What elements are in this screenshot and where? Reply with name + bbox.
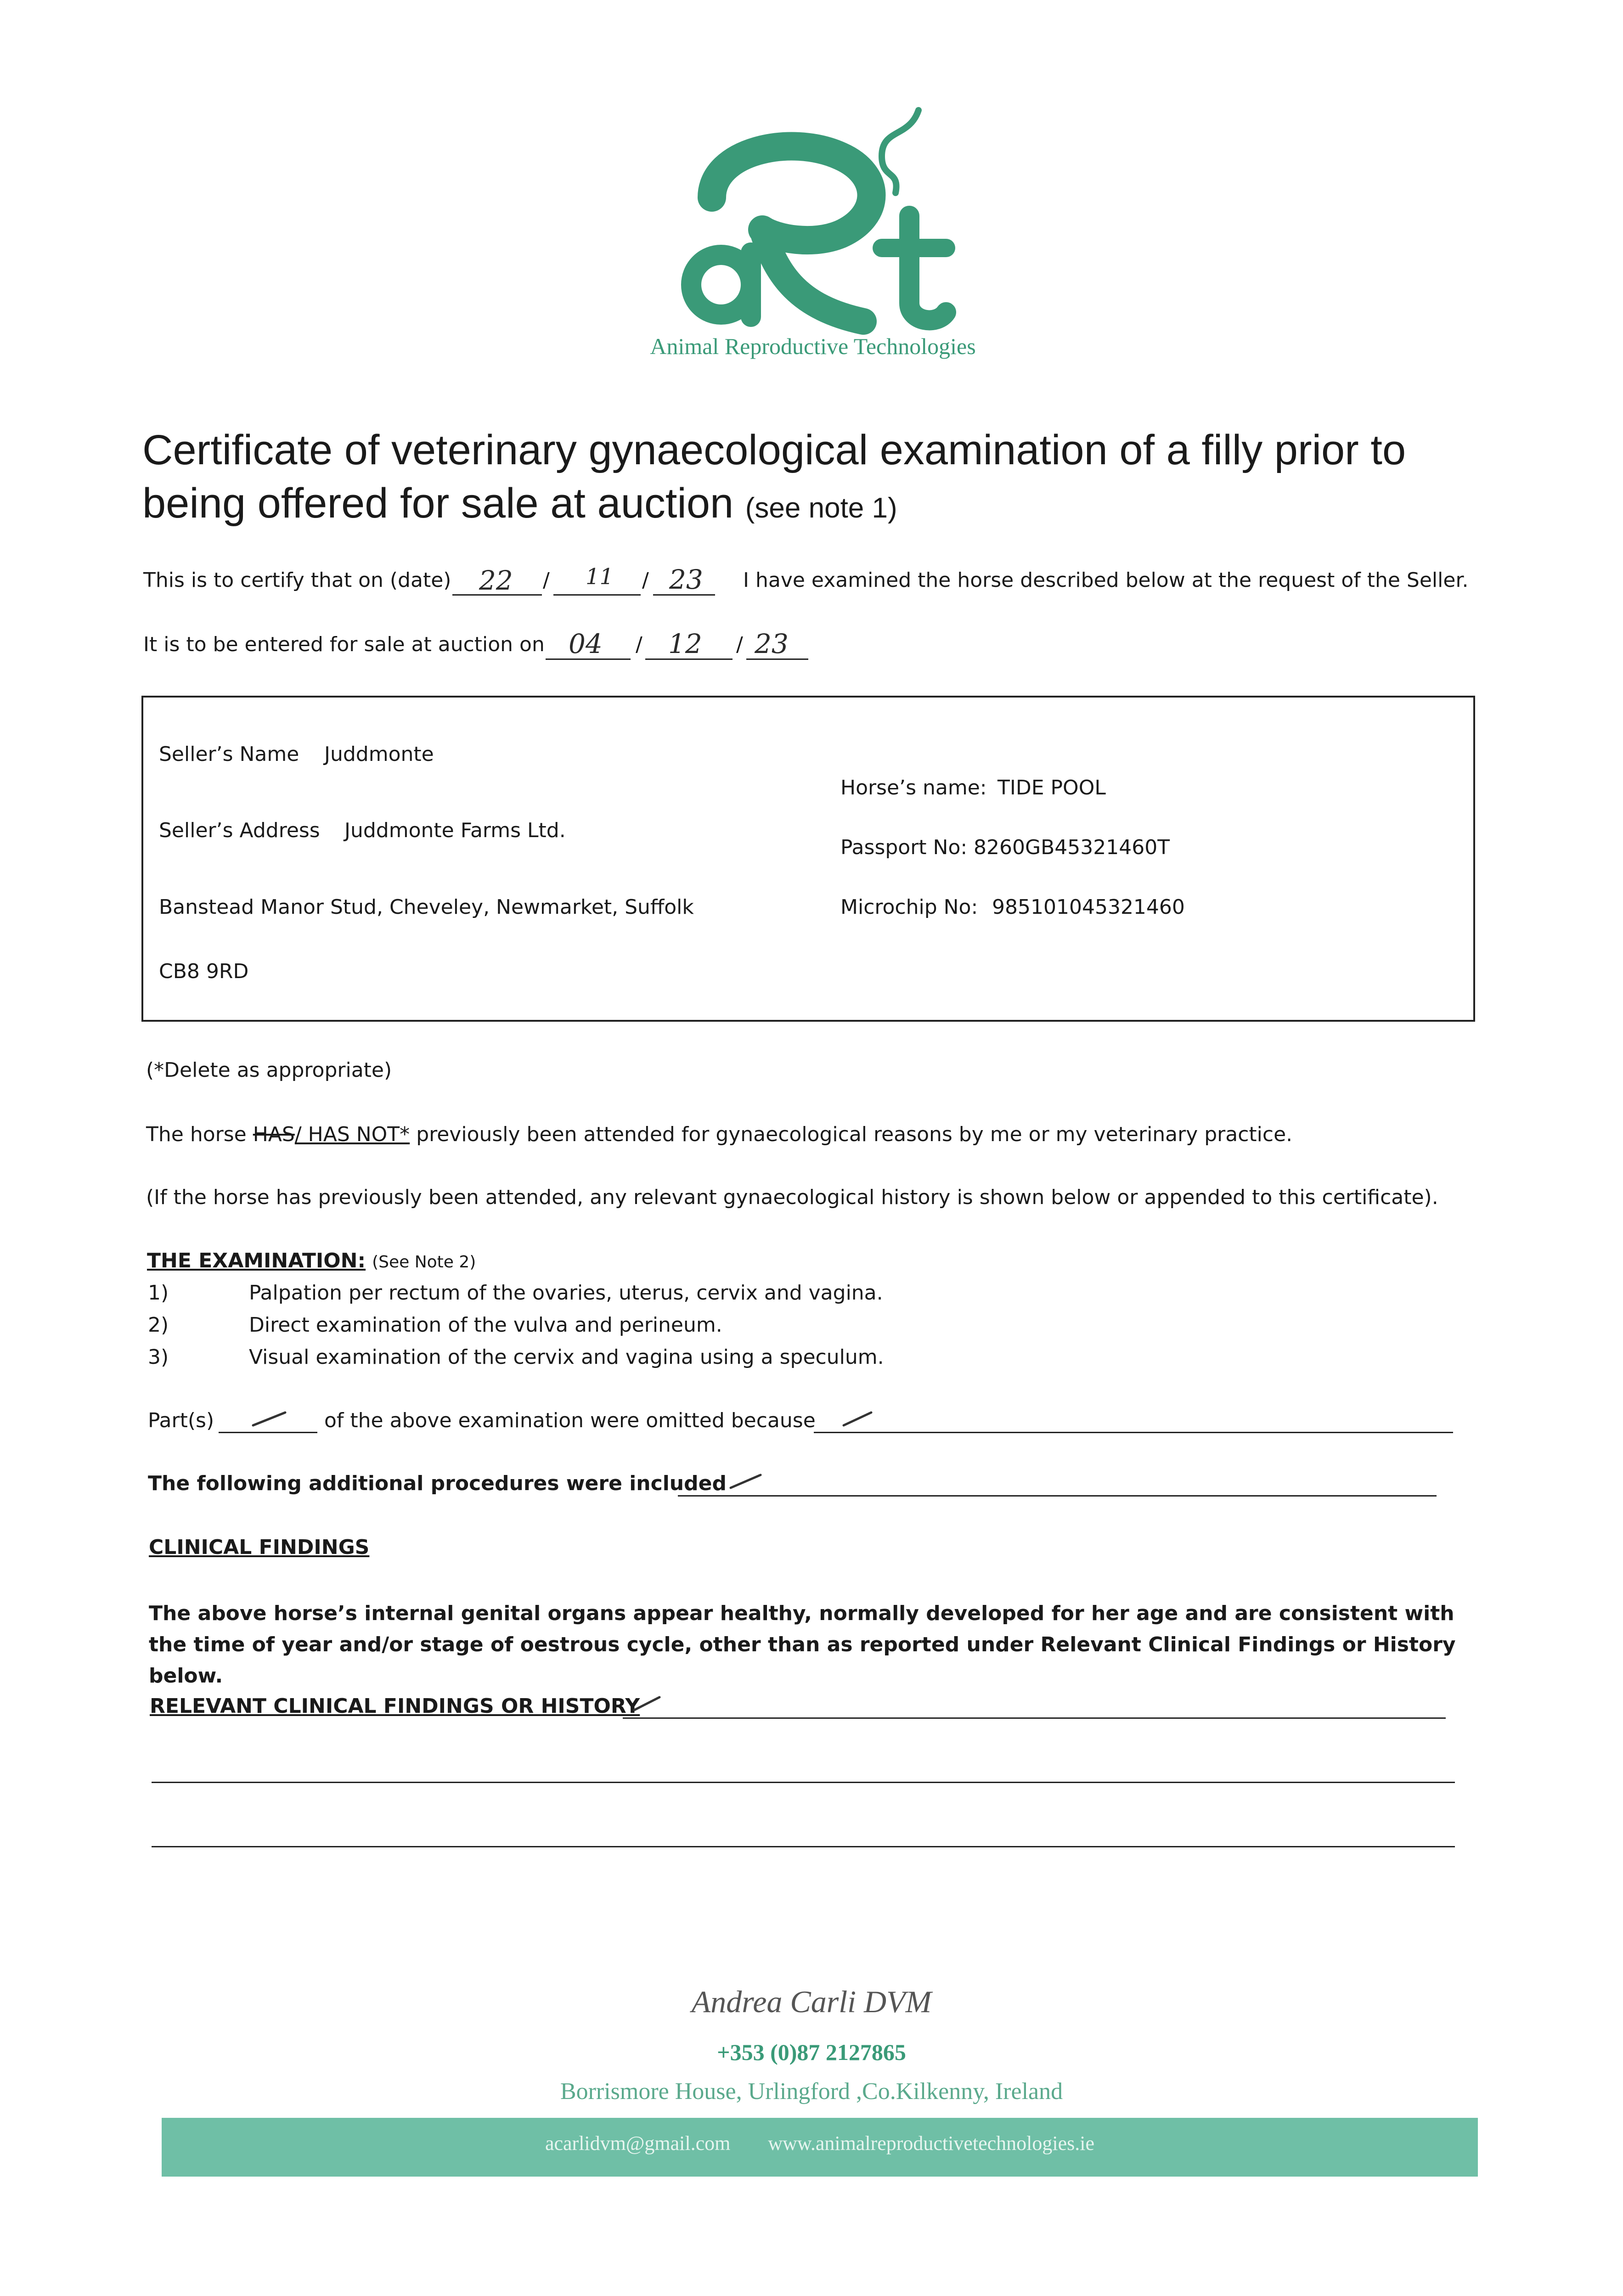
delete-note: (*Delete as appropriate): [146, 1058, 392, 1082]
certify-day-field: [452, 566, 542, 596]
auction-year-field: [746, 630, 808, 660]
history-note: (If the horse has previously been attended, any relevant gynaecological history is shown below or appended to this certificate).: [146, 1186, 1438, 1209]
logo-tagline: Animal Reproductive Technologies: [650, 333, 976, 359]
exam-item-2-text: Direct examination of the vulva and perineum.: [249, 1313, 722, 1337]
auction-sep-2: /: [736, 633, 743, 656]
auction-year: 23: [755, 628, 789, 659]
seller-address-line2: Banstead Manor Stud, Cheveley, Newmarket, Suffolk: [159, 895, 694, 919]
auction-day-field: [546, 630, 631, 660]
attended-prefix: The horse: [146, 1123, 247, 1146]
attended-line: [146, 1123, 1292, 1146]
horse-name-label: Horse’s name:: [840, 776, 987, 799]
auction-sep-1: /: [636, 633, 642, 656]
footer-email[interactable]: acarlidvm@gmail.com: [545, 2132, 731, 2155]
certify-month-field: [553, 566, 641, 596]
exam-item-3-text: Visual examination of the cervix and vagina using a speculum.: [249, 1345, 884, 1369]
dash-mark-icon: [841, 1410, 873, 1428]
microchip-label: Microchip No:: [840, 895, 978, 919]
certify-month: 11: [586, 564, 614, 590]
certify-prefix: This is to certify that on (date): [143, 568, 451, 592]
attended-has-struck: HAS: [253, 1123, 295, 1146]
passport-number: 8260GB45321460T: [974, 836, 1170, 859]
microchip-number: 985101045321460: [992, 895, 1185, 919]
clinical-findings-statement: The above horse’s internal genital organs appear healthy, normally developed for her age and are consistent with the time of year and/or stage of oestrous cycle, other than as reported under Relevant Clinical Findings or History below.: [149, 1602, 1456, 1688]
certify-suffix: I have examined the horse described below at the request of the Seller.: [743, 568, 1469, 592]
dash-mark-icon: [251, 1410, 287, 1428]
certify-year-field: [653, 566, 715, 596]
auction-month-field: [645, 630, 733, 660]
clinical-findings-heading: CLINICAL FINDINGS: [149, 1536, 370, 1559]
certify-sep-2: /: [642, 568, 649, 592]
attended-suffix: previously been attended for gynaecological reasons by me or my veterinary practice.: [416, 1123, 1293, 1146]
exam-item-1-text: Palpation per rectum of the ovaries, uterus, cervix and vagina.: [249, 1281, 883, 1305]
passport-label: Passport No:: [840, 836, 968, 859]
vet-phone: +353 (0)87 2127865: [717, 2039, 906, 2065]
auction-month: 12: [668, 628, 702, 659]
auction-prefix: It is to be entered for sale at auction on: [143, 633, 545, 656]
seller-name: Juddmonte: [324, 743, 434, 766]
omitted-middle: of the above examination were omitted because: [324, 1409, 816, 1432]
certify-year: 23: [669, 564, 703, 595]
footer-website[interactable]: www.animalreproductivetechnologies.ie: [768, 2132, 1095, 2155]
vet-name: Andrea Carli DVM: [691, 1984, 932, 2019]
relevant-findings-line-3: [152, 1846, 1455, 1847]
title-note: (see note 1): [745, 492, 897, 524]
dash-mark-icon: [728, 1472, 765, 1491]
additional-procedures-label: The following additional procedures were included: [148, 1472, 727, 1495]
exam-item-2-num: 2): [148, 1313, 169, 1337]
additional-procedures-field: [678, 1469, 1437, 1497]
examination-heading-note: (See Note 2): [372, 1253, 476, 1272]
relevant-findings-heading: RELEVANT CLINICAL FINDINGS OR HISTORY: [150, 1694, 640, 1718]
page-title: [142, 423, 1502, 535]
attended-has-not: / HAS NOT*: [294, 1123, 410, 1146]
certify-day: 22: [479, 565, 513, 596]
dash-mark-icon: [632, 1694, 664, 1713]
examination-heading-row: [147, 1249, 476, 1272]
auction-day: 04: [569, 628, 603, 659]
company-logo: [625, 101, 1001, 377]
relevant-findings-line-2: [152, 1782, 1455, 1783]
seller-address-line3: CB8 9RD: [159, 960, 249, 983]
exam-item-3-num: 3): [148, 1345, 169, 1369]
seller-address-line1: Juddmonte Farms Ltd.: [344, 819, 566, 842]
examination-heading: THE EXAMINATION:: [147, 1249, 366, 1272]
certify-sep-1: /: [543, 568, 550, 592]
seller-name-label: Seller’s Name: [159, 743, 299, 766]
exam-item-1-num: 1): [148, 1281, 169, 1305]
vet-address: Borrismore House, Urlingford ,Co.Kilkenny, Ireland: [560, 2078, 1063, 2105]
seller-address-label: Seller’s Address: [159, 819, 320, 842]
omitted-reason-field: [814, 1405, 1453, 1433]
omitted-prefix: Part(s): [148, 1409, 214, 1432]
footer-band: [162, 2118, 1478, 2177]
title-main: Certificate of veterinary gynaecological examination of a filly prior to being offered for sale at auction: [142, 427, 1406, 527]
horse-name: TIDE POOL: [997, 776, 1106, 799]
art-logo-icon: [625, 101, 1001, 340]
omitted-parts-field: [219, 1405, 317, 1433]
relevant-findings-line-1: [623, 1691, 1446, 1719]
